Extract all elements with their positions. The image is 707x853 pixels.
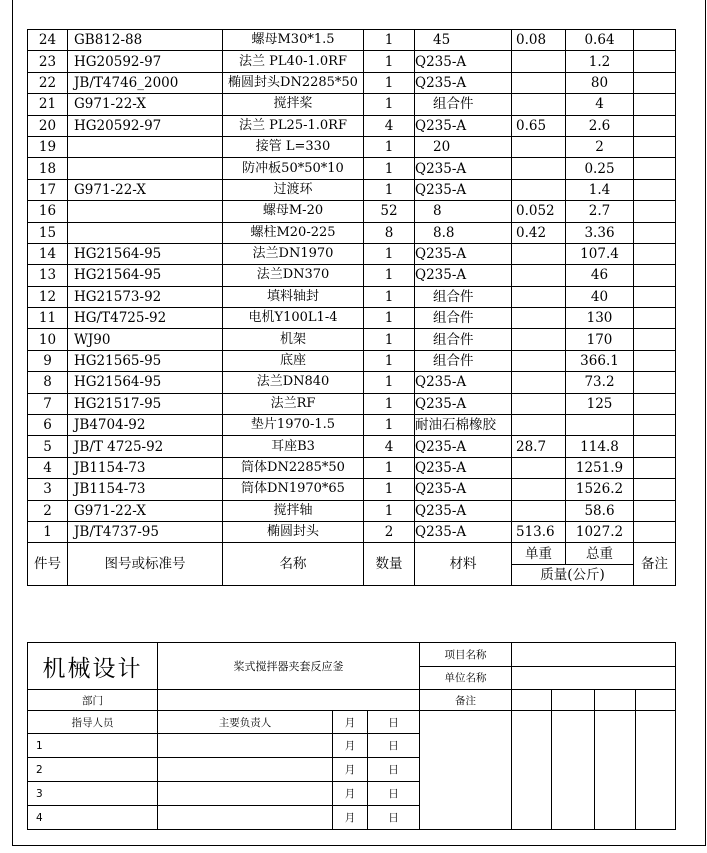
part-material: Q235-A — [415, 393, 512, 414]
part-code: HG21565-95 — [68, 350, 223, 371]
part-number: 14 — [28, 243, 68, 264]
signoff-row-number: 4 — [28, 806, 158, 830]
part-unit-weight — [512, 265, 566, 286]
signoff-row-month: 月 — [333, 782, 368, 806]
part-code: G971-22-X — [68, 500, 223, 521]
part-note — [634, 72, 676, 93]
part-name: 搅拌桨 — [223, 94, 364, 115]
project-name-value — [512, 643, 676, 667]
responsible-label: 主要负责人 — [158, 711, 333, 734]
signoff-row-name — [158, 758, 333, 782]
part-name: 接管 L=330 — [223, 136, 364, 157]
header-unit-weight: 单重 — [512, 543, 566, 564]
part-name: 螺母M-20 — [223, 201, 364, 222]
part-name: 螺母M30*1.5 — [223, 30, 364, 51]
part-code: HG/T4725-92 — [68, 308, 223, 329]
part-material: 组合件 — [415, 350, 512, 371]
part-note — [634, 243, 676, 264]
part-total-weight: 46 — [566, 265, 634, 286]
part-row — [28, 286, 676, 307]
header-name: 名称 — [223, 543, 364, 586]
part-number: 5 — [28, 436, 68, 457]
part-number: 9 — [28, 350, 68, 371]
part-row — [28, 222, 676, 243]
signoff-row-day: 日 — [368, 782, 420, 806]
part-row — [28, 51, 676, 72]
part-code: JB1154-73 — [68, 457, 223, 478]
part-total-weight: 170 — [566, 329, 634, 350]
part-number: 4 — [28, 457, 68, 478]
part-total-weight: 1526.2 — [566, 479, 634, 500]
part-row — [28, 521, 676, 542]
main-title: 机械设计 — [28, 643, 158, 690]
part-unit-weight: 28.7 — [512, 436, 566, 457]
part-qty: 8 — [364, 222, 415, 243]
part-row — [28, 136, 676, 157]
part-qty: 1 — [364, 329, 415, 350]
part-qty: 1 — [364, 479, 415, 500]
part-unit-weight — [512, 179, 566, 200]
part-material: 耐油石棉橡胶 — [415, 415, 512, 436]
part-material: Q235-A — [415, 51, 512, 72]
part-name: 搅拌轴 — [223, 500, 364, 521]
part-name: 机架 — [223, 329, 364, 350]
part-code: JB/T 4725-92 — [68, 436, 223, 457]
header-code: 图号或标准号 — [68, 543, 223, 586]
part-note — [634, 500, 676, 521]
signoff-row-name — [158, 782, 333, 806]
part-code: G971-22-X — [68, 94, 223, 115]
header-total-weight: 总重 — [566, 543, 634, 564]
signoff-row-day: 日 — [368, 758, 420, 782]
part-qty: 1 — [364, 30, 415, 51]
part-qty: 4 — [364, 436, 415, 457]
part-number: 17 — [28, 179, 68, 200]
part-row — [28, 30, 676, 51]
part-number: 24 — [28, 30, 68, 51]
part-total-weight: 107.4 — [566, 243, 634, 264]
header-material: 材料 — [415, 543, 512, 586]
part-total-weight: 0.25 — [566, 158, 634, 179]
part-qty: 1 — [364, 136, 415, 157]
part-qty: 4 — [364, 115, 415, 136]
part-name: 法兰DN1970 — [223, 243, 364, 264]
part-material: Q235-A — [415, 521, 512, 542]
part-qty: 1 — [364, 393, 415, 414]
part-row — [28, 436, 676, 457]
remarks-col-d — [636, 711, 676, 830]
drawing-frame-left-edge — [12, 0, 13, 846]
part-name: 填料轴封 — [223, 286, 364, 307]
signoff-row-number: 3 — [28, 782, 158, 806]
header-mass: 质量(公斤) — [512, 564, 634, 585]
part-material: Q235-A — [415, 158, 512, 179]
part-name: 防冲板50*50*10 — [223, 158, 364, 179]
part-code — [68, 136, 223, 157]
part-unit-weight — [512, 372, 566, 393]
part-material: Q235-A — [415, 72, 512, 93]
part-note — [634, 350, 676, 371]
part-number: 8 — [28, 372, 68, 393]
header-no: 件号 — [28, 543, 68, 586]
part-total-weight: 1027.2 — [566, 521, 634, 542]
remarks-col-c — [595, 711, 636, 830]
part-note — [634, 329, 676, 350]
part-code: HG21517-95 — [68, 393, 223, 414]
part-note — [634, 286, 676, 307]
part-total-weight: 114.8 — [566, 436, 634, 457]
header-qty: 数量 — [364, 543, 415, 586]
part-qty: 1 — [364, 179, 415, 200]
part-note — [634, 479, 676, 500]
part-total-weight: 40 — [566, 286, 634, 307]
part-code — [68, 201, 223, 222]
month-label: 月 — [333, 711, 368, 734]
part-material: Q235-A — [415, 500, 512, 521]
part-material: 8 — [415, 201, 512, 222]
part-code — [68, 222, 223, 243]
part-row — [28, 415, 676, 436]
part-unit-weight — [512, 72, 566, 93]
part-total-weight: 3.36 — [566, 222, 634, 243]
part-qty: 1 — [364, 94, 415, 115]
part-row — [28, 201, 676, 222]
signoff-row-name — [158, 806, 333, 830]
part-code: JB/T4737-95 — [68, 521, 223, 542]
part-material: Q235-A — [415, 372, 512, 393]
part-total-weight: 2.7 — [566, 201, 634, 222]
signoff-row-month: 月 — [333, 734, 368, 758]
part-unit-weight: 0.65 — [512, 115, 566, 136]
part-unit-weight — [512, 350, 566, 371]
signoff-row-name — [158, 734, 333, 758]
part-qty: 1 — [364, 372, 415, 393]
part-name: 法兰DN370 — [223, 265, 364, 286]
part-name: 椭圆封头 — [223, 521, 364, 542]
part-code: HG20592-97 — [68, 51, 223, 72]
part-material: Q235-A — [415, 265, 512, 286]
part-total-weight: 2.6 — [566, 115, 634, 136]
remarks-cell-c — [595, 690, 636, 711]
remarks-col-a — [512, 711, 552, 830]
part-number: 7 — [28, 393, 68, 414]
part-material: Q235-A — [415, 479, 512, 500]
part-qty: 1 — [364, 51, 415, 72]
part-name: 电机Y100L1-4 — [223, 308, 364, 329]
instructor-label: 指导人员 — [28, 711, 158, 734]
part-number: 6 — [28, 415, 68, 436]
part-name: 法兰RF — [223, 393, 364, 414]
signoff-row-number: 1 — [28, 734, 158, 758]
parts-list-table — [27, 29, 676, 586]
project-name-label: 项目名称 — [420, 643, 512, 667]
part-material: 组合件 — [415, 94, 512, 115]
part-code: HG21564-95 — [68, 265, 223, 286]
part-material: Q235-A — [415, 243, 512, 264]
day-label: 日 — [368, 711, 420, 734]
part-note — [634, 222, 676, 243]
part-number: 3 — [28, 479, 68, 500]
part-qty: 1 — [364, 265, 415, 286]
part-unit-weight — [512, 500, 566, 521]
part-material: 组合件 — [415, 308, 512, 329]
part-total-weight: 1251.9 — [566, 457, 634, 478]
part-note — [634, 158, 676, 179]
part-code: WJ90 — [68, 329, 223, 350]
part-total-weight: 58.6 — [566, 500, 634, 521]
part-number: 11 — [28, 308, 68, 329]
remarks-label: 备注 — [420, 690, 512, 711]
remarks-col-b — [552, 711, 595, 830]
remarks-cell-b — [552, 690, 595, 711]
part-qty: 1 — [364, 158, 415, 179]
part-row — [28, 350, 676, 371]
title-block — [27, 642, 676, 830]
part-note — [634, 30, 676, 51]
part-row — [28, 329, 676, 350]
part-qty: 1 — [364, 500, 415, 521]
part-row — [28, 158, 676, 179]
part-row — [28, 479, 676, 500]
part-number: 16 — [28, 201, 68, 222]
part-name: 底座 — [223, 350, 364, 371]
part-code: JB/T4746_2000 — [68, 72, 223, 93]
part-note — [634, 415, 676, 436]
subject-title: 桨式搅拌器夹套反应釜 — [158, 643, 420, 690]
signoff-row-month: 月 — [333, 758, 368, 782]
part-note — [634, 393, 676, 414]
part-unit-weight: 0.42 — [512, 222, 566, 243]
part-code: HG21564-95 — [68, 243, 223, 264]
header-note: 备注 — [634, 543, 676, 586]
part-material: Q235-A — [415, 436, 512, 457]
department-value — [158, 690, 420, 711]
part-note — [634, 436, 676, 457]
part-unit-weight — [512, 94, 566, 115]
part-note — [634, 136, 676, 157]
part-unit-weight — [512, 308, 566, 329]
part-name: 法兰DN840 — [223, 372, 364, 393]
part-unit-weight: 513.6 — [512, 521, 566, 542]
department-label: 部门 — [28, 690, 158, 711]
part-unit-weight — [512, 479, 566, 500]
part-total-weight: 1.4 — [566, 179, 634, 200]
part-total-weight: 73.2 — [566, 372, 634, 393]
part-unit-weight — [512, 457, 566, 478]
part-unit-weight: 0.052 — [512, 201, 566, 222]
part-row — [28, 372, 676, 393]
part-material: 8.8 — [415, 222, 512, 243]
part-note — [634, 179, 676, 200]
part-note — [634, 372, 676, 393]
part-code — [68, 158, 223, 179]
part-unit-weight — [512, 158, 566, 179]
part-unit-weight — [512, 51, 566, 72]
part-qty: 2 — [364, 521, 415, 542]
part-number: 22 — [28, 72, 68, 93]
part-row — [28, 265, 676, 286]
part-note — [634, 308, 676, 329]
part-qty: 52 — [364, 201, 415, 222]
part-number: 23 — [28, 51, 68, 72]
part-row — [28, 457, 676, 478]
part-unit-weight — [512, 329, 566, 350]
part-material: 45 — [415, 30, 512, 51]
part-note — [634, 51, 676, 72]
part-note — [634, 201, 676, 222]
part-total-weight: 80 — [566, 72, 634, 93]
part-name: 筒体DN2285*50 — [223, 457, 364, 478]
part-total-weight: 0.64 — [566, 30, 634, 51]
part-note — [634, 94, 676, 115]
part-row — [28, 94, 676, 115]
part-material: Q235-A — [415, 457, 512, 478]
part-unit-weight — [512, 136, 566, 157]
signoff-row-month: 月 — [333, 806, 368, 830]
part-material: 组合件 — [415, 329, 512, 350]
part-number: 20 — [28, 115, 68, 136]
part-row — [28, 72, 676, 93]
remarks-cell-a — [512, 690, 552, 711]
signoff-row-number: 2 — [28, 758, 158, 782]
part-number: 13 — [28, 265, 68, 286]
part-material: Q235-A — [415, 179, 512, 200]
part-qty: 1 — [364, 415, 415, 436]
part-name: 过渡环 — [223, 179, 364, 200]
parts-header-row — [28, 543, 676, 564]
part-note — [634, 521, 676, 542]
part-name: 椭圆封头DN2285*50 — [223, 72, 364, 93]
part-row — [28, 308, 676, 329]
part-total-weight: 130 — [566, 308, 634, 329]
part-code: G971-22-X — [68, 179, 223, 200]
part-qty: 1 — [364, 243, 415, 264]
part-total-weight — [566, 415, 634, 436]
signoff-row-day: 日 — [368, 806, 420, 830]
part-total-weight: 125 — [566, 393, 634, 414]
part-note — [634, 115, 676, 136]
part-qty: 1 — [364, 457, 415, 478]
part-number: 1 — [28, 521, 68, 542]
part-material: 20 — [415, 136, 512, 157]
part-material: 组合件 — [415, 286, 512, 307]
part-name: 螺柱M20-225 — [223, 222, 364, 243]
part-code: HG20592-97 — [68, 115, 223, 136]
part-qty: 1 — [364, 350, 415, 371]
signoff-row-day: 日 — [368, 734, 420, 758]
part-row — [28, 393, 676, 414]
part-row — [28, 115, 676, 136]
part-name: 法兰 PL40-1.0RF — [223, 51, 364, 72]
part-number: 10 — [28, 329, 68, 350]
part-name: 耳座B3 — [223, 436, 364, 457]
part-number: 19 — [28, 136, 68, 157]
part-unit-weight — [512, 243, 566, 264]
part-total-weight: 366.1 — [566, 350, 634, 371]
part-unit-weight: 0.08 — [512, 30, 566, 51]
remarks-cell-d — [636, 690, 676, 711]
unit-name-value — [512, 666, 676, 690]
part-code: HG21564-95 — [68, 372, 223, 393]
part-material: Q235-A — [415, 115, 512, 136]
part-name: 筒体DN1970*65 — [223, 479, 364, 500]
part-name: 垫片1970-1.5 — [223, 415, 364, 436]
part-code: JB4704-92 — [68, 415, 223, 436]
remarks-area — [420, 711, 512, 830]
part-unit-weight — [512, 415, 566, 436]
part-total-weight: 4 — [566, 94, 634, 115]
unit-name-label: 单位名称 — [420, 666, 512, 690]
part-unit-weight — [512, 393, 566, 414]
part-note — [634, 265, 676, 286]
part-note — [634, 457, 676, 478]
part-unit-weight — [512, 286, 566, 307]
part-qty: 1 — [364, 308, 415, 329]
part-row — [28, 500, 676, 521]
part-row — [28, 179, 676, 200]
part-qty: 1 — [364, 72, 415, 93]
part-number: 12 — [28, 286, 68, 307]
part-total-weight: 1.2 — [566, 51, 634, 72]
part-code: HG21573-92 — [68, 286, 223, 307]
part-code: GB812-88 — [68, 30, 223, 51]
part-number: 2 — [28, 500, 68, 521]
part-name: 法兰 PL25-1.0RF — [223, 115, 364, 136]
part-number: 21 — [28, 94, 68, 115]
part-qty: 1 — [364, 286, 415, 307]
part-row — [28, 243, 676, 264]
part-number: 15 — [28, 222, 68, 243]
part-total-weight: 2 — [566, 136, 634, 157]
part-number: 18 — [28, 158, 68, 179]
part-code: JB1154-73 — [68, 479, 223, 500]
